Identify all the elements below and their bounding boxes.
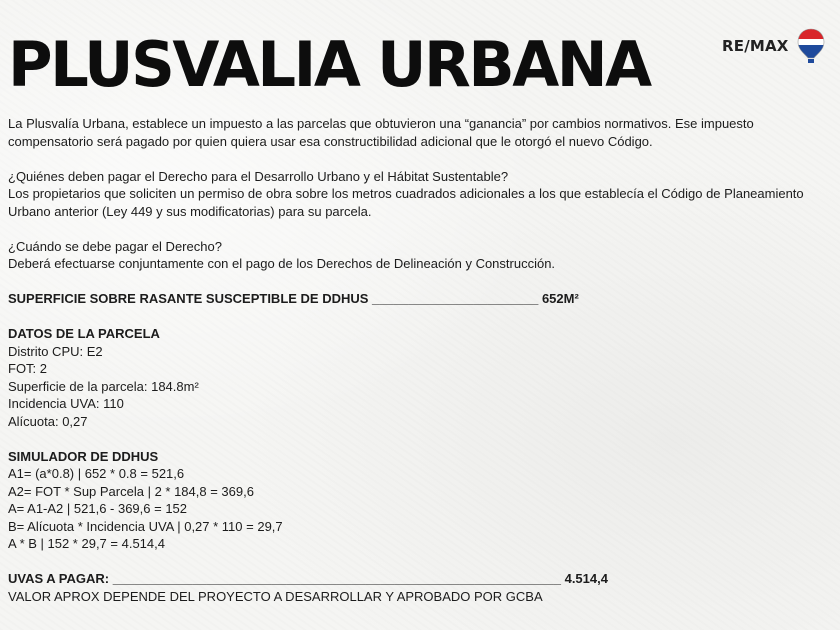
simulador-a2: A2= FOT * Sup Parcela | 2 * 184,8 = 369,6 [8,483,254,499]
parcela-fot: FOT: 2 [8,361,48,376]
page-title: PLUSVALIA URBANA [8,28,650,101]
simulador-ab: A * B | 152 * 29,7 = 4.514,4 [8,536,165,551]
parcela-distrito: Distrito CPU: E2 [8,343,103,359]
parcela-incidencia: Incidencia UVA: 110 [8,396,124,411]
brand-logo [722,28,825,64]
simulador-b: B= Alícuota * Incidencia UVA | 0,27 * 110 = 29,7 [8,518,283,534]
parcela-heading: DATOS DE LA PARCELA [8,326,160,341]
superficie-line: SUPERFICIE SOBRE RASANTE SUSCEPTIBLE DE DDHUS _______________________ 652M² [8,291,579,306]
remax-balloon-icon [797,28,825,64]
valor-aprox-note: VALOR APROX DEPENDE DEL PROYECTO A DESARROLLAR Y APROBADO POR GCBA [8,588,543,604]
simulador-a: A= A1-A2 | 521,6 - 369,6 = 152 [8,501,188,516]
simulador-a1: A1= (a*0.8) | 652 * 0.8 = 521,6 [8,466,185,481]
intro-line-2: compensatorio será pagado por quien quiera usar esa constructibilidad adicional que le otorgó el nuevo Código. [8,133,653,149]
brand-name: RE/MAX [722,37,789,55]
faq-who-answer-2: Urbano anterior (Ley 449 y sus modificatorias) para su parcela. [8,203,372,219]
intro-line-1: La Plusvalía Urbana, establece un impuesto a las parcelas que obtuvieron una “ganancia” por cambios normativos. Ese impuesto [8,116,754,131]
parcela-superficie: Superficie de la parcela: 184.8m² [8,378,199,394]
faq-when-question: ¿Cuándo se debe pagar el Derecho? [8,238,222,254]
faq-when-answer: Deberá efectuarse conjuntamente con el pago de los Derechos de Delineación y Construcción. [8,256,556,271]
faq-who-answer-1: Los propietarios que soliciten un permiso de obra sobre los metros cuadrados adicionales a los que establecía el Código de Planeamiento [8,186,804,201]
parcela-alicuota: Alícuota: 0,27 [8,413,88,429]
faq-who-question: ¿Quiénes deben pagar el Derecho para el Desarrollo Urbano y el Hábitat Sustentable? [8,168,509,184]
simulador-heading: SIMULADOR DE DDHUS [8,448,159,464]
document-body [8,115,828,605]
uvas-a-pagar-line: UVAS A PAGAR: ______________________________________________________________ 4.514,4 [8,571,608,586]
